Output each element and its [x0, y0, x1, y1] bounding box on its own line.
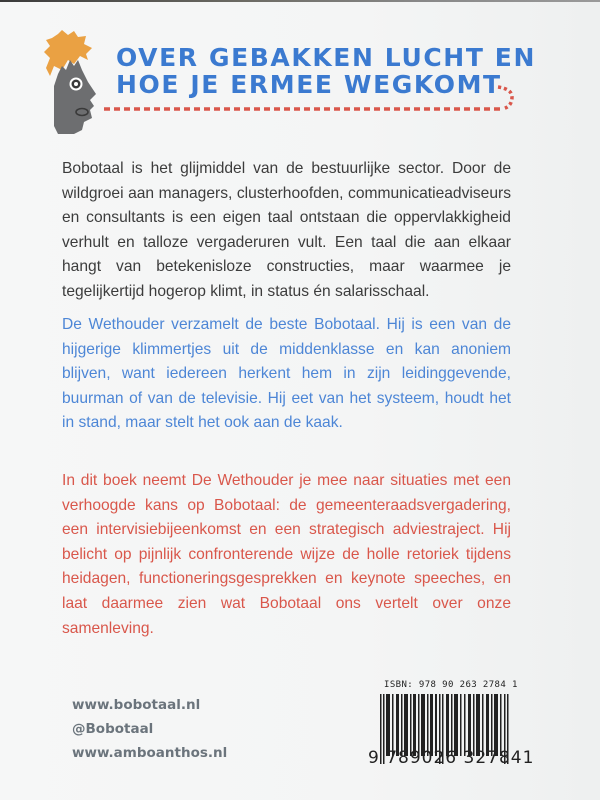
title-line-2: HOE JE ERMEE WEGKOMT — [116, 70, 502, 99]
paragraph-book-summary: In dit boek neemt De Wethouder je mee naar situaties met een verhoogde kans op Bobotaal: de gemeenteraadsvergadering, een intervisiebijeenkomst en een strategisch adviestraject. Hij belicht op pijnlijk confronterende wijze de holle retoriek tijdens heidagen, functioneringsgesprekken en keynote speeches, en laat daarmee zien wat Bobotaal ons vertelt over onze samenleving. — [62, 472, 511, 637]
link-amboanthos-website[interactable]: www.amboanthos.nl — [72, 745, 228, 761]
paragraph-intro: Bobotaal is het glijmiddel van de bestuurlijke sector. Door de wildgroei aan managers, clusterhoofden, communicatieadviseurs en consultants is een eigen taal ontstaan die oppervlakkigheid verhult en talloze vergaderuren vult. Een taal die aan elkaar hangt van betekenisloze constructies, maar waarmee je tegelijkertijd hogerop klimt, in status én salarisschaal. — [62, 160, 511, 300]
ean-digits: 9 789026 327841 — [368, 748, 535, 768]
paragraph-wethouder: De Wethouder verzamelt de beste Bobotaal. Hij is een van de hijgerige klimmertjes uit de middenklasse en kan anoniem blijven, want iedereen herkent hem in zijn leidinggevende, buurman of van de televisie. Hij eet van het systeem, houdt het in stand, maar stelt het ook aan de kaak. — [62, 316, 511, 432]
scan-top-edge — [0, 0, 600, 2]
link-bobotaal-website[interactable]: www.bobotaal.nl — [72, 697, 201, 713]
dotted-line-decoration — [100, 85, 520, 115]
links-block — [72, 693, 227, 765]
isbn-label: ISBN: 978 90 263 2784 1 — [384, 680, 518, 690]
title-line-1: OVER GEBAKKEN LUCHT EN — [116, 43, 536, 72]
isbn-barcode — [368, 670, 535, 780]
link-bobotaal-handle[interactable]: @Bobotaal — [72, 721, 154, 737]
cartoon-face-icon — [44, 30, 106, 136]
